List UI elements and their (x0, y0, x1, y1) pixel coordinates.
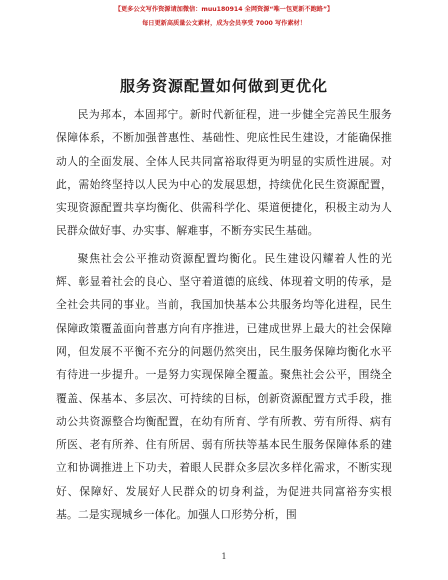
body-paragraph-1: 民为邦本，本固邦宁。新时代新征程，进一步健全完善民生服务保障体系，不断加强普惠性、基础性、兜底性民生建设，才能确保推动人的全面发展、全体人民共同富裕取得更为明显的实质性进展。对此，需始终坚持以人民为中心的发展思想，持续优化民生资源配置，实现资源配置共享均衡化、供需科学化、渠道便捷化，积极主动为人民群众做好事、办实事、解难事，不断夯实民生基础。 (56, 108, 392, 238)
document-title: 服务资源配置如何做到更优化 (119, 77, 328, 95)
document-body (56, 103, 392, 526)
promo-banner (96, 5, 352, 29)
body-paragraph-2: 聚焦社会公平推动资源配置均衡化。民生建设闪耀着人性的光辉、彰显着社会的良心、坚守着道德的底线、体现着文明的传承，是全社会共同的事业。当前，我国加快基本公共服务均等化进程，民生保障政策覆盖面向普惠方向有序推进，已建成世界上最大的社会保障网，但发展不平衡不充分的问题仍然突出，民生服务保障均衡化水平有待进一步提升。一是努力实现保障全覆盖。聚焦社会公平，围绕全覆盖、保基本、多层次、可持续的目标，创新资源配置方式手段，推动公共资源整合均衡配置，在幼有所育、学有所教、劳有所得、病有所医、老有所养、住有所居、弱有所扶等基本民生服务保障体系的建立和协调推进上下功夫，着眼人民群众多层次多样化需求，不断实现好、保障好、发展好人民群众的切身利益，为促进共同富裕夯实根基。二是实现城乡一体化。加强人口形势分析，围 (56, 251, 392, 522)
promo-banner-line-2: 每日更新高质量公文素材，成为会员享受 7000 写作素材！ (142, 20, 306, 27)
promo-banner-line-1: 【更多公文写作资源请加微信：muu180914 全网资源“唯一包更新不跑路”】 (114, 6, 334, 13)
page-number: 1 (221, 552, 227, 561)
